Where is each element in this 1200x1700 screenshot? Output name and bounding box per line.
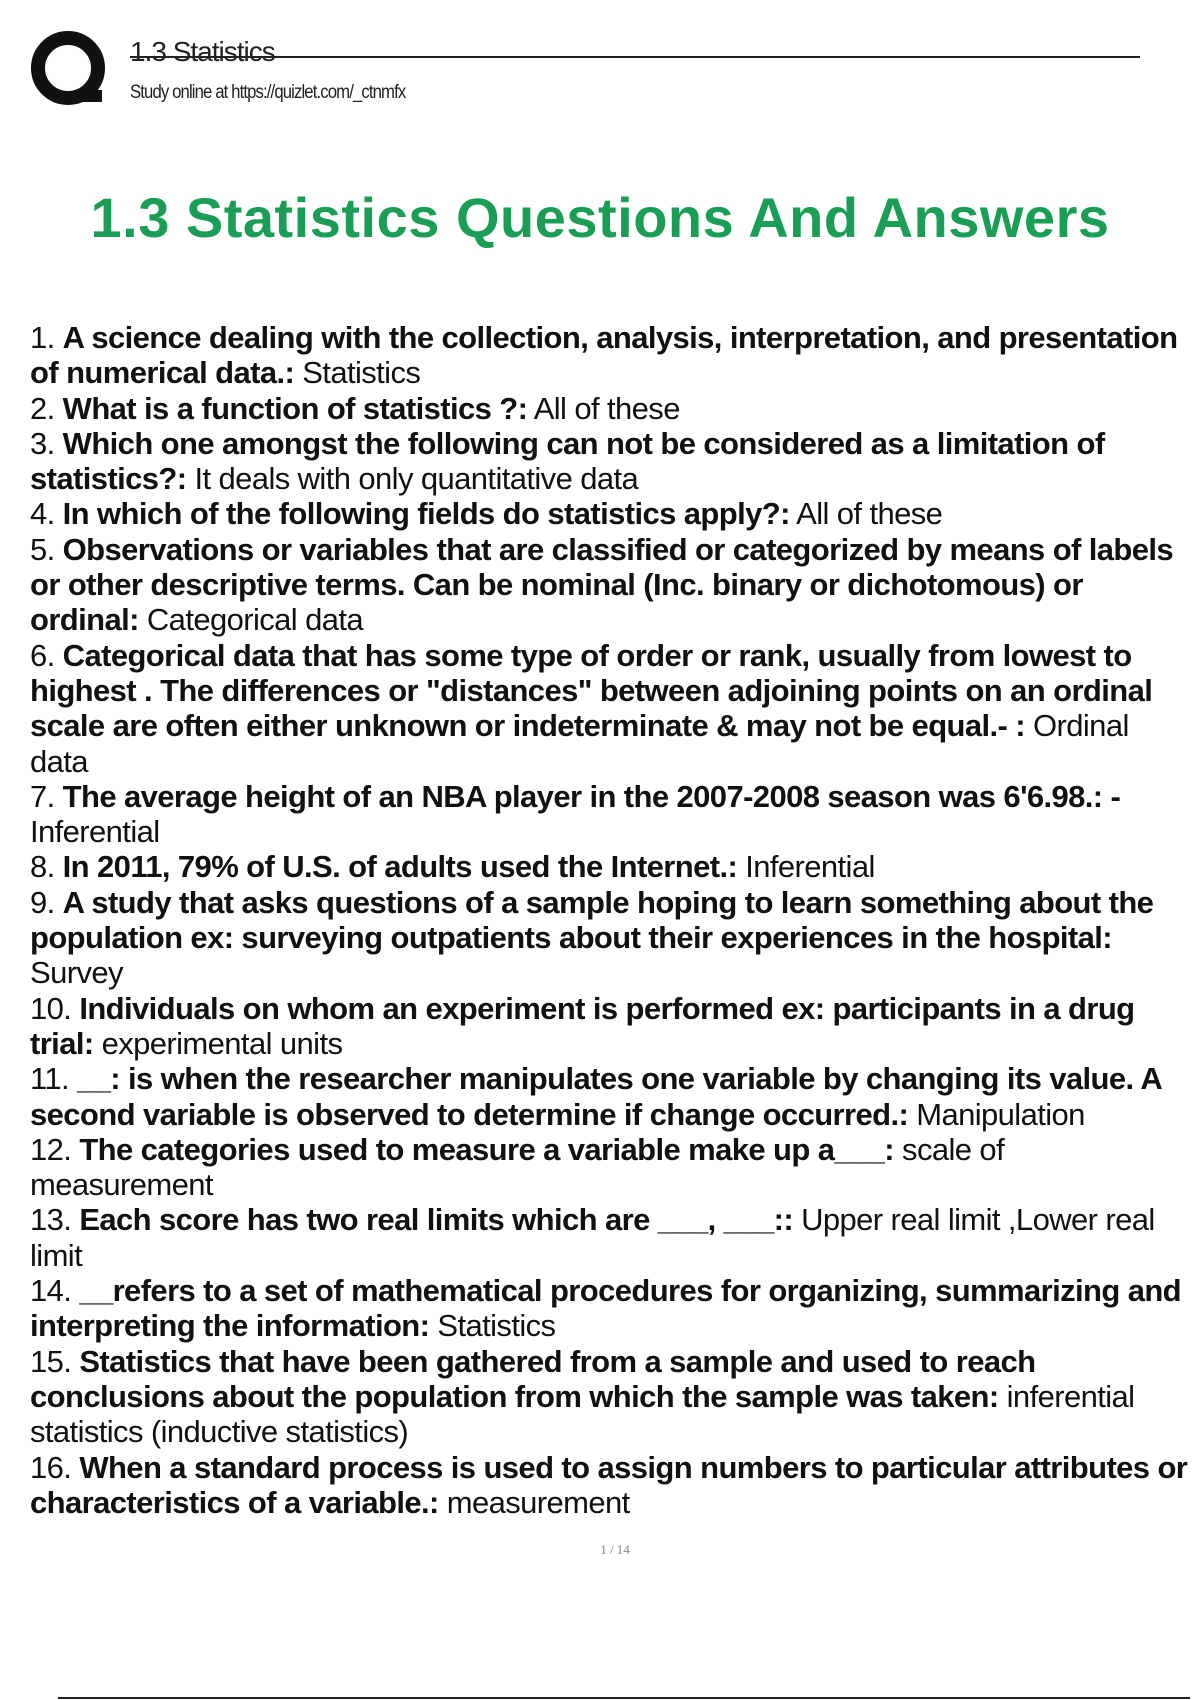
qa-number: 3. <box>30 425 55 461</box>
qa-question: Observations or variables that are classified or categorized by means of labels or other descriptive terms. Can be nominal (Inc. binary or dichotomous) or ordinal: <box>30 531 1174 638</box>
qa-question: When a standard process is used to assign numbers to particular attributes or characteristics of a variable.: <box>30 1449 1188 1520</box>
qa-item <box>30 496 1190 531</box>
qa-number: 11. <box>30 1061 69 1097</box>
qa-number: 5. <box>30 531 55 567</box>
qa-number: 13. <box>30 1202 72 1238</box>
qa-answer: scale of measurement <box>30 1131 1005 1203</box>
quizlet-logo-icon <box>30 30 110 110</box>
qa-answer: Categorical data <box>146 602 364 638</box>
qa-question: Which one amongst the following can not be considered as a limitation of statistics?: <box>30 425 1105 497</box>
qa-question: Categorical data that has some type of order or rank, usually from lowest to highest . The differences or "distances" between adjoining points on an ordinal scale are often either unknown or indeterminate & may not be equal.- : <box>30 637 1153 744</box>
qa-item <box>30 885 1190 991</box>
qa-item <box>30 1061 1190 1132</box>
page-number: 1 / 14 <box>600 1542 630 1557</box>
qa-answer: Statistics <box>437 1308 556 1344</box>
qa-answer: Ordinal data <box>30 708 1129 779</box>
qa-number: 8. <box>30 849 55 885</box>
qa-question: A study that asks questions of a sample hoping to learn something about the population ex: surveying outpatients about their experiences in the hospital: <box>30 884 1154 956</box>
qa-question: A science dealing with the collection, analysis, interpretation, and presentation of numerical data.: <box>30 320 1178 391</box>
qa-number: 15. <box>30 1343 72 1379</box>
qa-answer: Manipulation <box>916 1096 1085 1132</box>
qa-question: In which of the following fields do statistics apply?: <box>62 496 790 532</box>
qa-number: 1. <box>30 320 55 355</box>
qa-question: __: is when the researcher manipulates one variable by changing its value. A second variable is observed to determine if change occurred.: <box>30 1061 1162 1132</box>
study-online-link[interactable]: Study online at https://quizlet.com/_ctnmfx <box>130 82 406 103</box>
qa-answer: It deals with only quantitative data <box>194 461 639 497</box>
qa-answer: Inferential <box>30 814 160 850</box>
qa-question: __refers to a set of mathematical procedures for organizing, summarizing and interpreting the information: <box>30 1273 1182 1344</box>
header-divider <box>130 56 1140 58</box>
qa-number: 9. <box>30 884 55 920</box>
qa-item <box>30 1273 1190 1344</box>
qa-item <box>30 638 1190 779</box>
qa-item <box>30 1344 1190 1450</box>
document-title: 1.3 Statistics Questions And Answers <box>90 186 1110 249</box>
qa-question: Each score has two real limits which are ___, ___:: <box>79 1202 794 1238</box>
qa-item <box>30 779 1190 850</box>
qa-item <box>30 532 1190 638</box>
qa-item <box>30 1450 1190 1521</box>
qa-answer: Survey <box>30 955 123 991</box>
qa-item <box>30 320 1190 391</box>
qa-answer: All of these <box>533 390 680 426</box>
qa-item <box>30 1132 1190 1203</box>
qa-item <box>30 1202 1190 1273</box>
qa-answer: Statistics <box>302 355 421 391</box>
qa-question: The categories used to measure a variable make up a___: <box>79 1131 895 1167</box>
qa-item <box>30 391 1190 426</box>
qa-question: The average height of an NBA player in the 2007-2008 season was 6'6.98.: - <box>62 778 1121 814</box>
qa-question: In 2011, 79% of U.S. of adults used the Internet.: <box>62 849 738 885</box>
qa-number: 2. <box>30 390 55 426</box>
qa-number: 6. <box>30 637 55 673</box>
qa-number: 14. <box>30 1273 72 1309</box>
qa-answer: Upper real limit ,Lower real limit <box>30 1202 1155 1273</box>
qa-answer: All of these <box>796 496 943 532</box>
page-header <box>30 30 1140 115</box>
qa-item <box>30 991 1190 1062</box>
qa-answer: experimental units <box>101 1025 343 1061</box>
qa-number: 16. <box>30 1449 72 1485</box>
qa-question: Statistics that have been gathered from a sample and used to reach conclusions about the population from which the sample was taken: <box>30 1343 1036 1414</box>
qa-item <box>30 426 1190 497</box>
header-title: 1.3 Statistics <box>130 36 275 67</box>
qa-number: 10. <box>30 990 72 1026</box>
qa-number: 12. <box>30 1131 72 1167</box>
qa-list <box>30 320 1190 1520</box>
qa-number: 7. <box>30 778 55 814</box>
qa-answer: measurement <box>446 1484 630 1520</box>
qa-number: 4. <box>30 496 55 532</box>
qa-question: Individuals on whom an experiment is performed ex: participants in a drug trial: <box>30 990 1135 1061</box>
qa-question: What is a function of statistics ?: <box>62 390 528 426</box>
footer-divider <box>58 1697 1190 1699</box>
qa-answer: Inferential <box>745 849 875 885</box>
qa-item <box>30 849 1190 884</box>
qa-answer: inferential statistics (inductive statistics) <box>30 1378 1135 1450</box>
